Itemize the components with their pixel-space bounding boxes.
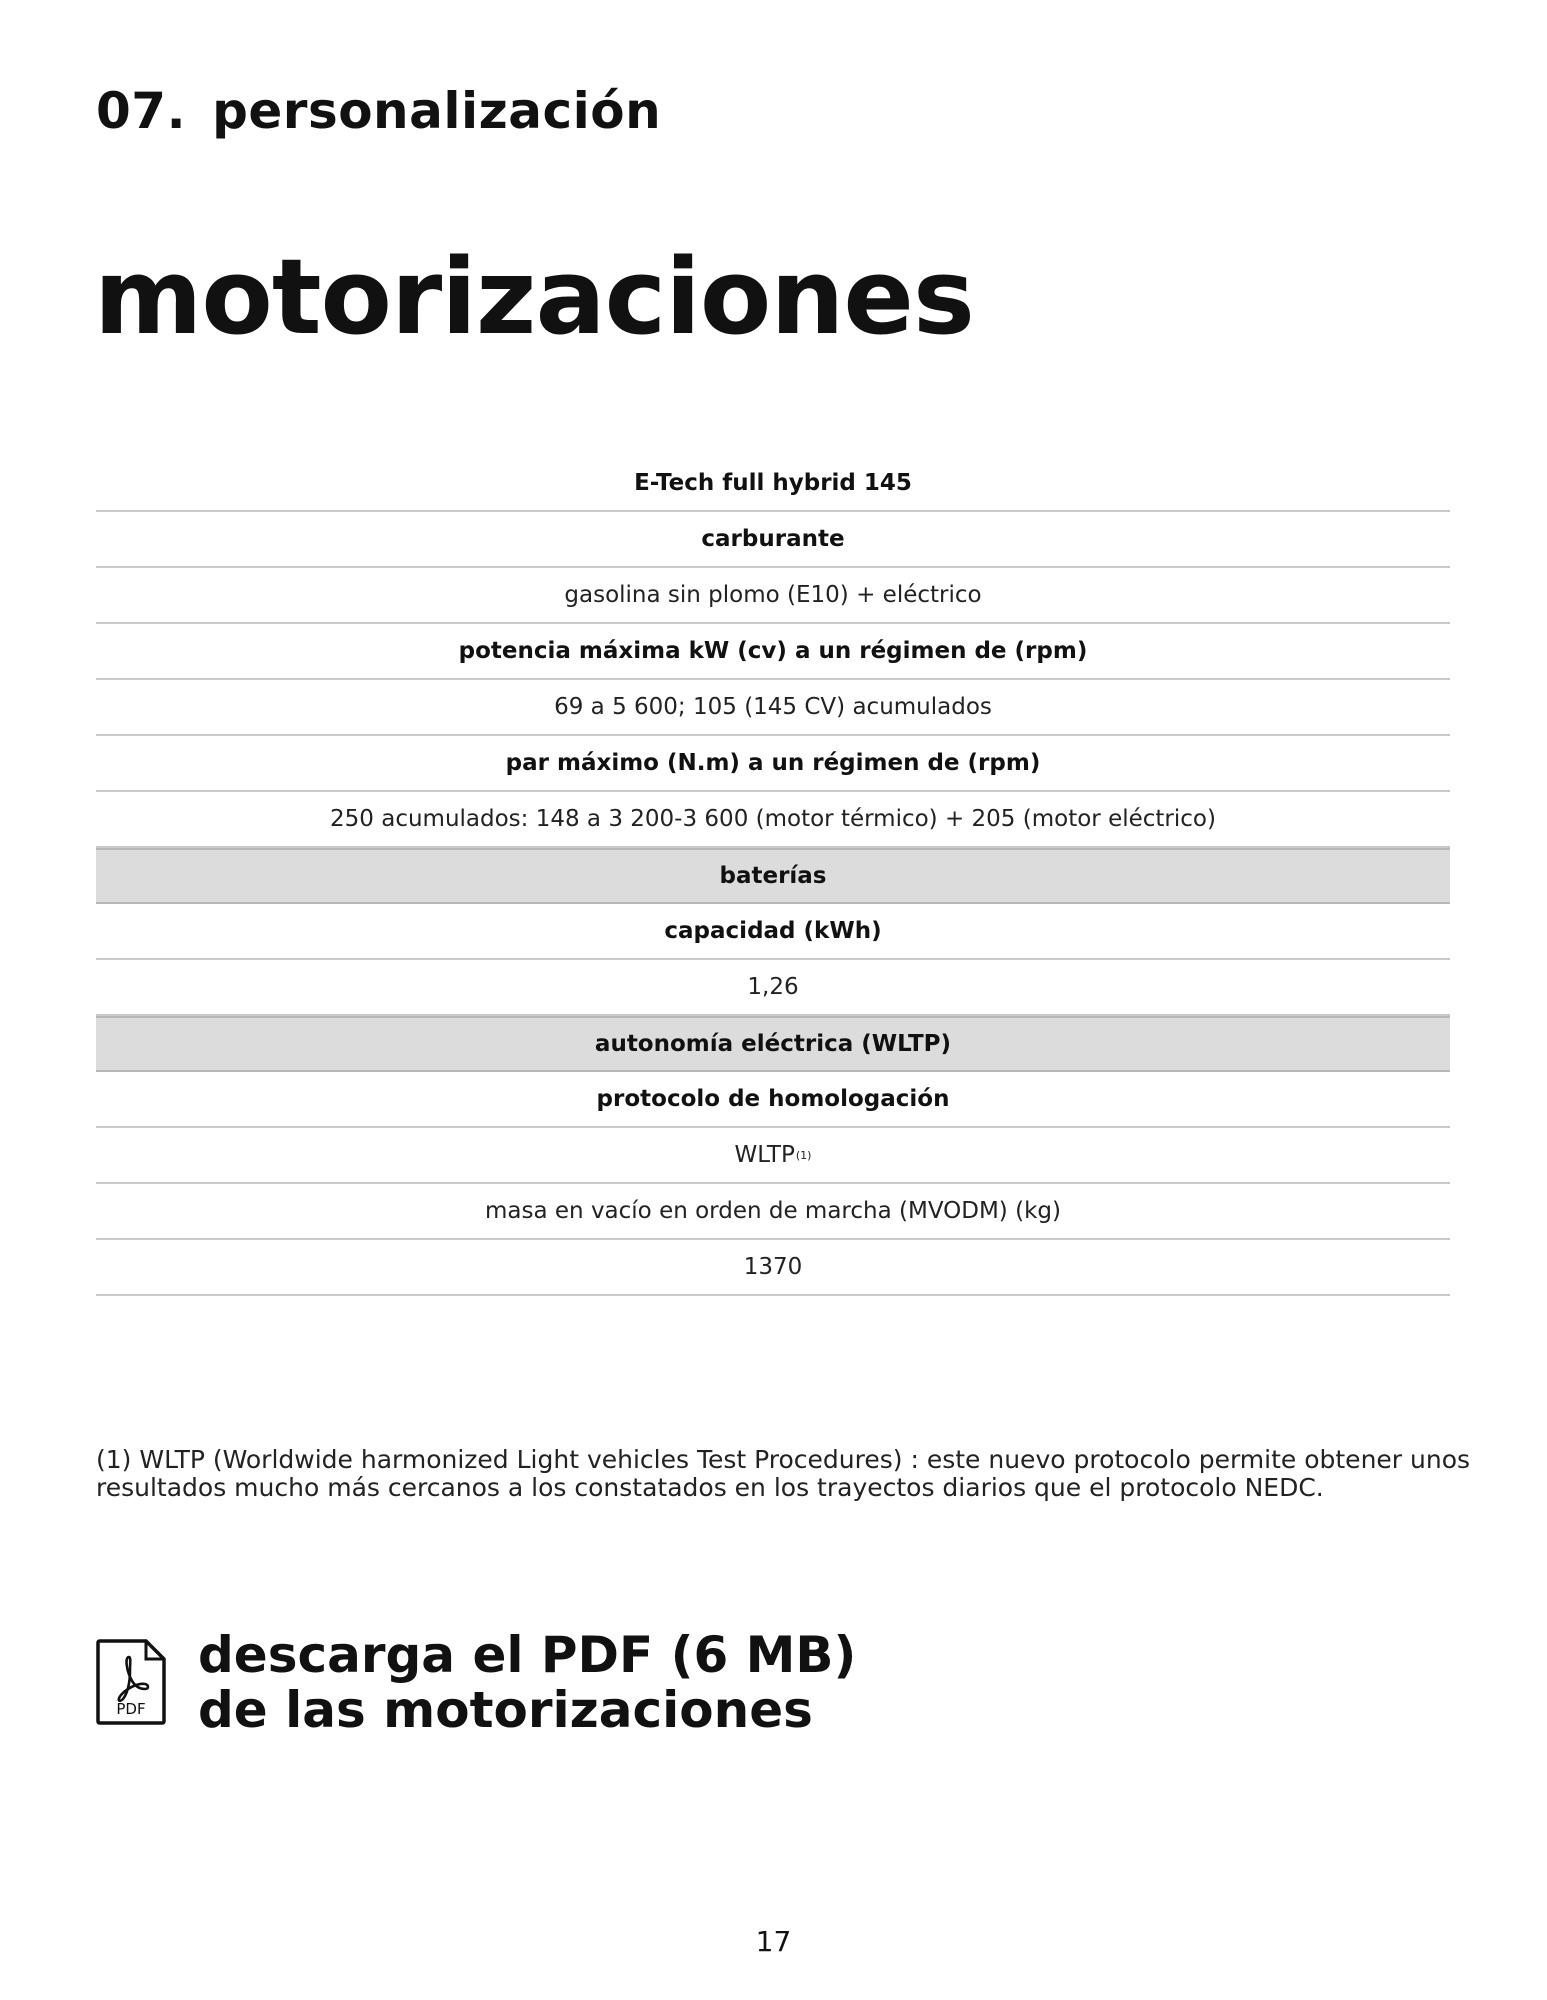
table-row bbox=[96, 568, 1450, 624]
table-cell: protocolo de homologación bbox=[596, 1086, 950, 1112]
table-row bbox=[96, 624, 1450, 680]
page-title: motorizaciones bbox=[94, 236, 974, 358]
table-row bbox=[96, 1128, 1450, 1184]
section-name: personalización bbox=[212, 82, 662, 140]
section-heading bbox=[96, 82, 661, 140]
table-row bbox=[96, 512, 1450, 568]
table-cell: 1370 bbox=[743, 1254, 803, 1280]
table-cell: carburante bbox=[701, 526, 845, 552]
footnote-marker: (1) bbox=[795, 1148, 812, 1162]
table-section-header bbox=[96, 1016, 1450, 1072]
table-cell: capacidad (kWh) bbox=[664, 918, 882, 944]
table-row bbox=[96, 736, 1450, 792]
table-cell: WLTP bbox=[734, 1142, 795, 1168]
download-text bbox=[198, 1628, 856, 1738]
pdf-file-icon bbox=[96, 1639, 166, 1725]
table-cell: autonomía eléctrica (WLTP) bbox=[594, 1031, 952, 1057]
table-row bbox=[96, 1072, 1450, 1128]
table-row bbox=[96, 792, 1450, 848]
table-cell: 69 a 5 600; 105 (145 CV) acumulados bbox=[554, 694, 992, 720]
table-cell: baterías bbox=[719, 863, 827, 889]
specs-table bbox=[96, 456, 1450, 1296]
pdf-icon-label: PDF bbox=[116, 1700, 146, 1718]
table-row bbox=[96, 680, 1450, 736]
page-number: 17 bbox=[755, 1925, 792, 1958]
download-line-1: descarga el PDF (6 MB) bbox=[198, 1626, 857, 1684]
table-cell: par máximo (N.m) a un régimen de (rpm) bbox=[505, 750, 1041, 776]
table-row bbox=[96, 904, 1450, 960]
download-pdf-link[interactable] bbox=[96, 1628, 856, 1738]
table-cell: 250 acumulados: 148 a 3 200-3 600 (motor térmico) + 205 (motor eléctrico) bbox=[330, 806, 1216, 832]
table-row bbox=[96, 960, 1450, 1016]
footnote: (1) WLTP (Worldwide harmonized Light vehicles Test Procedures) : este nuevo protocolo permite obtener unos resultados mucho más cercanos a los constatados en los trayectos diarios que el protocolo NEDC. bbox=[96, 1445, 1471, 1502]
table-row bbox=[96, 1240, 1450, 1296]
table-cell: E-Tech full hybrid 145 bbox=[634, 470, 912, 496]
download-line-2: de las motorizaciones bbox=[198, 1681, 813, 1739]
table-cell: 1,26 bbox=[747, 974, 799, 1000]
table-cell: potencia máxima kW (cv) a un régimen de (rpm) bbox=[458, 638, 1088, 664]
table-section-header bbox=[96, 848, 1450, 904]
table-cell: gasolina sin plomo (E10) + eléctrico bbox=[564, 582, 982, 608]
table-row bbox=[96, 456, 1450, 512]
table-cell: masa en vacío en orden de marcha (MVODM) (kg) bbox=[485, 1198, 1061, 1224]
section-number: 07. bbox=[96, 82, 187, 140]
table-row bbox=[96, 1184, 1450, 1240]
